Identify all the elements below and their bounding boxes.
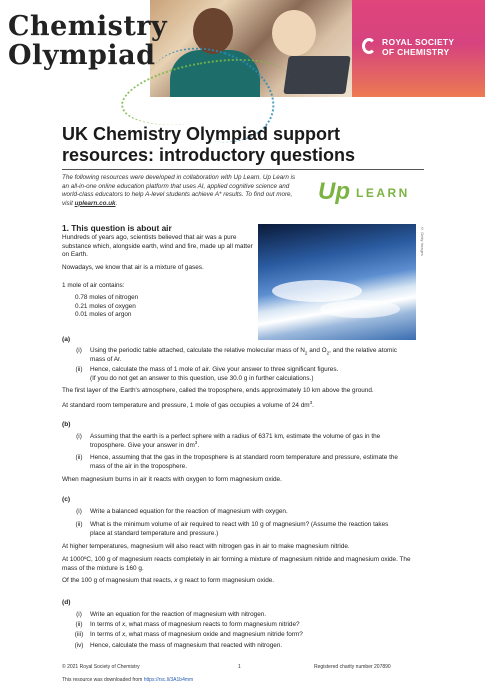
list-item: 0.01 moles of argon <box>75 311 132 318</box>
troposphere-text: The first layer of the Earth's atmosphere, called the troposphere, ends approximately 10 km above the ground. <box>62 387 374 394</box>
magnesium-burns-text: When magnesium burns in air it reacts with oxygen to form magnesium oxide. <box>62 476 282 483</box>
intro-text: The following resources were developed in collaboration with Up Learn. Up Learn is an all-in-one online education platform that uses AI, applied cognitive science and world-class educators to help A-level students achieve A* results. To find out more, visit <box>62 174 296 207</box>
question-1-intro: Hundreds of years ago, scientists believed that air was a pure substance which, alongside earth, wind and fire, made up all matter on Earth. <box>62 234 253 258</box>
subpart-text: In terms of x, what mass of magnesium oxide and magnesium nitride form? <box>90 631 303 638</box>
subpart-number: (i) <box>76 433 82 440</box>
part-label: (b) <box>62 421 71 428</box>
earth-cloud <box>320 300 400 318</box>
intro-end: . <box>115 199 118 207</box>
subpart-text: Assuming that the earth is a perfect sphere with a radius of 6371 km, estimate the volume of gas in the troposphere. Give your answer in $dm^3$. <box>90 433 381 449</box>
banner-photo-laptop <box>283 56 350 94</box>
image-credit: © Getty Images <box>420 226 425 256</box>
subpart-text: What is the minimum volume of air required to react with 10 g of magnesium? (Assume the reaction takes place at standard temperature and pressure.) <box>90 521 389 537</box>
question-part-a <box>62 336 424 416</box>
air-composition-list <box>75 294 225 320</box>
subpart-number: (i) <box>76 508 82 515</box>
subpart-text: Hence, calculate the mass of 1 mole of air. Give your answer to three significant figures. (If you do not get an answer to this question, use 30.0 g in further calculations.) <box>90 366 339 382</box>
question-1-mixture: Nowadays, we know that air is a mixture of gases. <box>62 264 204 271</box>
banner-title-line1: Chemistry <box>8 11 168 42</box>
subpart-number: (iii) <box>74 631 84 638</box>
uplearn-link[interactable]: uplearn.co.uk <box>74 199 116 207</box>
question-1-mole-of-air: 1 mole of air contains: <box>62 282 125 289</box>
intro-paragraph <box>62 174 300 208</box>
page-title-line1: UK Chemistry Olympiad support <box>62 124 341 144</box>
subpart-text: Hence, assuming that the gas in the troposphere is at standard room temperature and pressure, estimate the mass of the air in the troposphere. <box>90 454 398 470</box>
subpart-number: (ii) <box>75 454 83 461</box>
subpart-number: (i) <box>76 611 82 618</box>
page-number: 1 <box>238 664 241 670</box>
uplearn-logo-learn: LEARN <box>356 186 410 200</box>
banner-title <box>8 12 167 70</box>
list-item: 0.21 moles of oxygen <box>75 302 136 310</box>
rsc-logo-text <box>382 37 454 57</box>
mixture-text: At 1000ºC, 100 g of magnesium reacts completely in air forming a mixture of magnesium nitride and magnesium oxide. The mass of the mixture is 160 g. <box>62 556 411 572</box>
molar-volume-text: At standard room temperature and pressure, 1 mole of gas occupies a volume of 24 $dm^3$. <box>62 399 314 409</box>
question-part-b <box>62 421 424 493</box>
download-link[interactable]: https://rsc.li/3A1b4mm <box>143 677 194 683</box>
banner-photo-student2-head <box>272 10 316 56</box>
question-part-d <box>62 599 424 657</box>
footer-copyright: © 2021 Royal Society of Chemistry <box>62 664 140 670</box>
rsc-logo-icon <box>362 38 376 54</box>
magnesium-nitride-text: At higher temperatures, magnesium will also react with nitrogen gas in air to make magnesium nitride. <box>62 543 350 550</box>
part-label: (a) <box>62 336 71 343</box>
subpart-number: (iv) <box>74 642 84 649</box>
subpart-text: Write a balanced equation for the reaction of magnesium with oxygen. <box>90 508 288 515</box>
subpart-text: Write an equation for the reaction of magnesium with nitrogen. <box>90 611 267 618</box>
footer-download: This resource was downloaded from https://rsc.li/3A1b4mm <box>62 677 194 683</box>
part-label: (c) <box>62 496 71 503</box>
part-label: (d) <box>62 599 71 606</box>
page-title-line2: resources: introductory questions <box>62 145 356 165</box>
page-title <box>62 124 382 166</box>
subpart-number: (ii) <box>75 621 83 628</box>
rsc-line1: ROYAL SOCIETY <box>382 37 455 47</box>
rsc-line2: OF CHEMISTRY <box>382 47 450 57</box>
question-1-title: 1. This question is about air <box>62 223 172 233</box>
subpart-text: Using the periodic table attached, calculate the relative molecular mass of $N_2$ and $O_2$, and the relative atomic mass of Ar. <box>90 347 397 363</box>
subpart-number: (ii) <box>75 521 83 528</box>
earth-cloud <box>272 280 362 302</box>
x-grams-text: Of the 100 g of magnesium that reacts, x g react to form magnesium oxide. <box>62 577 275 584</box>
uplearn-logo-up: Up <box>318 178 350 205</box>
footer-charity: Registered charity number 207890 <box>314 664 391 670</box>
question-part-c <box>62 496 424 591</box>
banner-title-line2: Olympiad <box>8 40 156 71</box>
subpart-number: (ii) <box>75 366 83 373</box>
subpart-number: (i) <box>76 347 82 354</box>
subpart-text: Hence, calculate the mass of magnesium that reacted with nitrogen. <box>90 642 283 649</box>
title-divider <box>62 169 424 170</box>
list-item: 0.78 moles of nitrogen <box>75 294 139 301</box>
subpart-text: In terms of x, what mass of magnesium reacts to form magnesium nitride? <box>90 621 300 628</box>
